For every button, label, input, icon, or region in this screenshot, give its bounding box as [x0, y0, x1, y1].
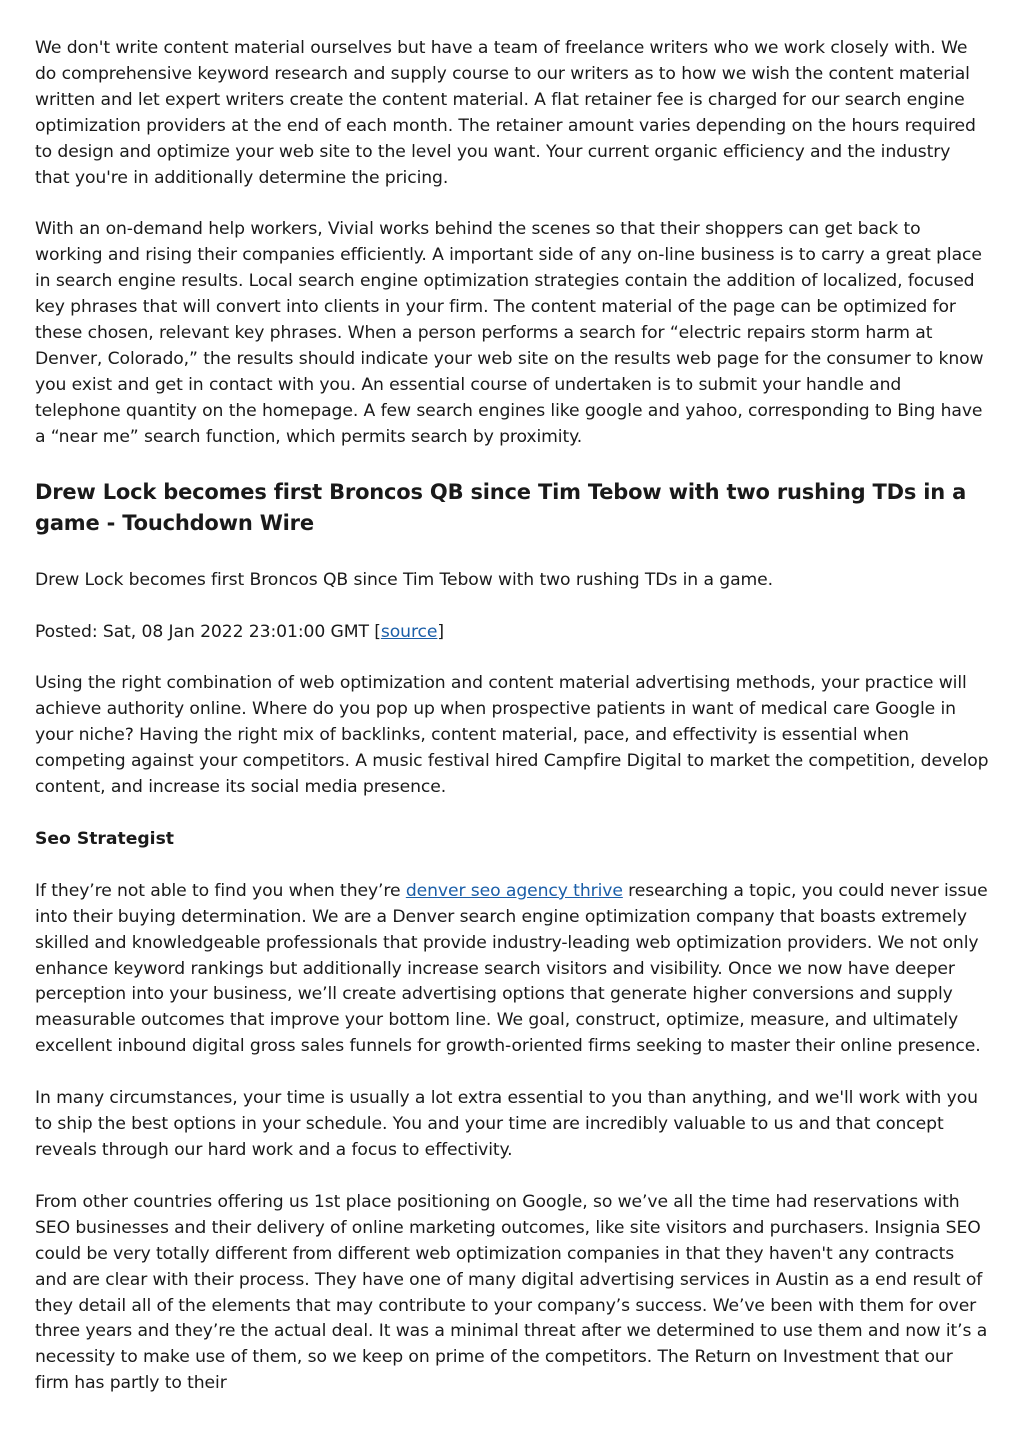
heading-drew-lock: Drew Lock becomes first Broncos QB since Tim Tebow with two rushing TDs in a game - Touchdown Wire: [35, 479, 967, 535]
source-link[interactable]: source: [380, 621, 438, 642]
paragraph-denver-seo: [35, 879, 990, 1060]
paragraph-insignia-seo: From other countries offering us 1st place positioning on Google, so we’ve all the time had reservations with SEO businesses and their delivery of online marketing outcomes, like site visitors and purchasers. Insignia SEO could be very totally different from different web optimization companies in that they haven't any contracts and are clear with their process. They have one of many digital advertising services in Austin as a end result of they detail all of the elements that may contribute to your company’s success. We’ve been with them for over three years and they’re the actual deal. It was a minimal threat after we determined to use them and now it’s a necessity to make use of them, so we keep on prime of the competitors. The Return on Investment that our firm has partly to their: [35, 1191, 988, 1394]
posted-date-text: Posted: Sat, 08 Jan 2022 23:01:00 GMT [: [35, 621, 381, 642]
paragraph-vivial: With an on-demand help workers, Vivial works behind the scenes so that their shoppers can get back to working and rising their companies efficiently. A important side of any on-line business is to carry a great place in search engine results. Local search engine optimization strategies contain the addition of localized, focused key phrases that will convert into clients in your firm. The content material of the page can be optimized for these chosen, relevant key phrases. When a person performs a search for “electric repairs storm harm at Denver, Colorado,” the results should indicate your web site on the results web page for the consumer to know you exist and get in contact with you. An essential course of undertaken is to submit your handle and telephone quantity on the homepage. A few search engines like google and yahoo, corresponding to Bing have a “near me” search function, which permits search by proximity.: [35, 219, 984, 447]
heading-seo-strategist: Seo Strategist: [35, 828, 175, 849]
paragraph-denver-seo-rest: researching a topic, you could never issue into their buying determination. We are a Denver search engine optimization company that boasts extremely skilled and knowledgeable professionals that provide industry-leading web optimization providers. We not only enhance keyword rankings but additionally increase search visitors and visibility. Once we now have deeper perception into your business, we’ll create advertising options that generate higher conversions and supply measurable outcomes that improve your bottom line. We goal, construct, optimize, measure, and ultimately excellent inbound digital gross sales funnels for growth-oriented firms seeking to master their online presence.: [35, 880, 988, 1057]
paragraph-content-writing: We don't write content material ourselves but have a team of freelance writers who we work closely with. We do comprehensive keyword research and supply course to our writers as to how we wish the content material written and let expert writers create the content material. A flat retainer fee is charged for our search engine optimization providers at the end of each month. The retainer amount varies depending on the hours required to design and optimize your web site to the level you want. Your current organic efficiency and the industry that you're in additionally determine the pricing.: [35, 38, 976, 188]
paragraph-denver-seo-start: If they’re not able to find you when they’re: [35, 880, 406, 901]
paragraph-drew-lock-summary: Drew Lock becomes first Broncos QB since Tim Tebow with two rushing TDs in a game.: [35, 569, 773, 590]
posted-line: [35, 620, 990, 646]
denver-seo-agency-link[interactable]: denver seo agency thrive: [405, 880, 623, 901]
posted-bracket-close: ]: [437, 621, 444, 642]
paragraph-web-optimization: Using the right combination of web optimization and content material advertising methods, your practice will achieve authority online. Where do you pop up when prospective patients in want of medical care Google in your niche? Having the right mix of backlinks, content material, pace, and effectivity is essential when competing against your competitors. A music festival hired Campfire Digital to market the competition, develop content, and increase its social media presence.: [35, 673, 989, 798]
paragraph-time-value: In many circumstances, your time is usually a lot extra essential to you than anything, and we'll work with you to ship the best options in your schedule. You and your time are incredibly valuable to us and that concept reveals through our hard work and a focus to effectivity.: [35, 1088, 978, 1160]
